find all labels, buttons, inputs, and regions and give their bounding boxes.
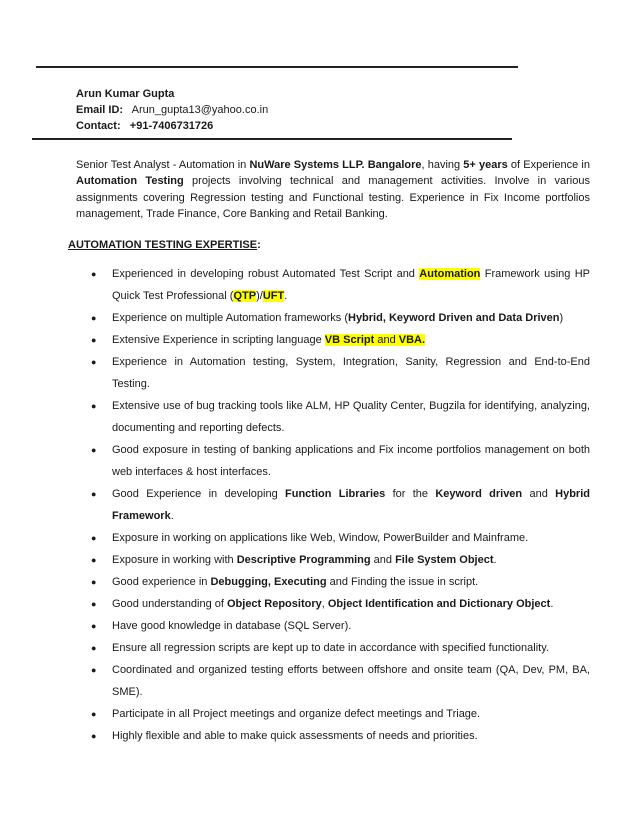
bullet-text: Good exposure in testing of banking applications and Fix income portfolios management on both web interfaces & host interfaces. bbox=[112, 444, 590, 478]
bullet-text: Extensive Experience in scripting language bbox=[112, 334, 325, 346]
contact-row bbox=[76, 118, 268, 134]
profile-summary bbox=[76, 157, 590, 222]
bullet-text: and bbox=[370, 554, 396, 566]
list-item bbox=[91, 439, 590, 483]
list-item bbox=[91, 395, 590, 439]
bullet-text: and bbox=[522, 488, 556, 500]
bullet-text: . bbox=[550, 598, 554, 610]
list-item bbox=[91, 593, 590, 615]
bullet-icon: ● bbox=[91, 357, 97, 367]
bullet-icon: ● bbox=[91, 577, 97, 587]
bold-text: File System Object bbox=[395, 554, 494, 566]
bullet-text: . bbox=[170, 510, 174, 522]
bullet-icon: ● bbox=[91, 599, 97, 609]
bold-text: Hybrid, Keyword Driven and Data Driven bbox=[348, 312, 560, 324]
bullet-icon: ● bbox=[91, 665, 97, 675]
bullet-text: )/ bbox=[256, 290, 263, 302]
bullet-text: Have good knowledge in database (SQL Server). bbox=[112, 620, 352, 632]
bullet-icon: ● bbox=[91, 621, 97, 631]
bullet-text: Good understanding of bbox=[112, 598, 227, 610]
highlight-text: QTP bbox=[233, 290, 257, 302]
section-title-text: AUTOMATION TESTING EXPERTISE bbox=[68, 239, 258, 251]
bullet-icon: ● bbox=[91, 335, 97, 345]
bullet-icon: ● bbox=[91, 401, 97, 411]
highlight-text: VB Script bbox=[324, 334, 375, 346]
bullet-text: ) bbox=[559, 312, 564, 324]
bullet-text: and Finding the issue in script. bbox=[326, 576, 479, 588]
contact-label: Contact: bbox=[76, 120, 121, 132]
list-item bbox=[91, 571, 590, 593]
contact-header bbox=[76, 86, 268, 134]
list-item bbox=[91, 263, 590, 307]
section-title bbox=[68, 239, 261, 251]
bullet-icon: ● bbox=[91, 313, 97, 323]
bullet-text: for the bbox=[385, 488, 436, 500]
bullet-text: Experience on multiple Automation frameworks ( bbox=[112, 312, 348, 324]
email-label: Email ID: bbox=[76, 104, 124, 116]
summary-company: NuWare Systems LLP. Bangalore bbox=[249, 159, 422, 171]
bullet-text: Exposure in working with bbox=[112, 554, 237, 566]
section-title-colon: : bbox=[257, 239, 261, 251]
bullet-icon: ● bbox=[91, 489, 97, 499]
list-item bbox=[91, 307, 590, 329]
bold-text: Descriptive Programming bbox=[236, 554, 371, 566]
bullet-text: Exposure in working on applications like Web, Window, PowerBuilder and Mainframe. bbox=[112, 532, 529, 544]
bullet-icon: ● bbox=[91, 643, 97, 653]
bullet-text: Highly flexible and able to make quick assessments of needs and priorities. bbox=[112, 730, 478, 742]
highlight-text: VBA. bbox=[398, 334, 426, 346]
bold-text: Keyword driven bbox=[435, 488, 523, 500]
email-row bbox=[76, 102, 268, 118]
list-item bbox=[91, 615, 590, 637]
list-item bbox=[91, 527, 590, 549]
list-item bbox=[91, 659, 590, 703]
highlight-text: and bbox=[374, 334, 399, 346]
bullet-text: Ensure all regression scripts are kept up to date in accordance with specified functionality. bbox=[112, 642, 549, 654]
summary-years: 5+ years bbox=[463, 159, 508, 171]
list-item bbox=[91, 483, 590, 527]
summary-text-3: of Experience in bbox=[507, 159, 590, 171]
bullet-icon: ● bbox=[91, 269, 97, 279]
bullet-icon: ● bbox=[91, 731, 97, 741]
bullet-text: Experienced in developing robust Automated Test Script and bbox=[112, 268, 420, 280]
bullet-text: Extensive use of bug tracking tools like ALM, HP Quality Center, Bugzila for identifying, analyzing, documenting and reporting defects. bbox=[112, 400, 590, 434]
highlight-text: Automation bbox=[419, 268, 481, 280]
bullet-text: Participate in all Project meetings and organize defect meetings and Triage. bbox=[112, 708, 481, 720]
bold-text: Debugging, Executing bbox=[210, 576, 327, 588]
bold-text: Object Repository bbox=[226, 598, 322, 610]
bold-text: Hybrid Framework bbox=[112, 488, 590, 522]
bullet-text: . bbox=[284, 290, 288, 302]
bullet-text: . bbox=[493, 554, 497, 566]
summary-skill: Automation Testing bbox=[76, 175, 184, 188]
bullet-text: Experience in Automation testing, System, Integration, Sanity, Regression and End-to-End Testing. bbox=[112, 356, 590, 390]
list-item bbox=[91, 725, 590, 747]
bullet-text: Good Experience in developing bbox=[112, 488, 286, 500]
highlight-text: UFT bbox=[262, 290, 285, 302]
bullet-text: Framework using HP Quick Test Professional ( bbox=[112, 268, 590, 302]
expertise-list bbox=[91, 263, 590, 747]
header-divider bbox=[32, 138, 512, 140]
list-item bbox=[91, 637, 590, 659]
email-value: Arun_gupta13@yahoo.co.in bbox=[131, 104, 269, 116]
contact-value: +91-7406731726 bbox=[129, 120, 214, 132]
summary-text-4: projects involving technical and management activities. Involve in various assignments covering Regression testing and Functional testing. Experience in Fix Income portfolios management, Trade Finance, Core Banking and Retail Banking. bbox=[76, 175, 590, 220]
bullet-icon: ● bbox=[91, 533, 97, 543]
list-item bbox=[91, 351, 590, 395]
bullet-icon: ● bbox=[91, 445, 97, 455]
list-item bbox=[91, 549, 590, 571]
candidate-name: Arun Kumar Gupta bbox=[76, 88, 175, 100]
bold-text: Function Libraries bbox=[285, 488, 386, 500]
bullet-icon: ● bbox=[91, 709, 97, 719]
bullet-text: Coordinated and organized testing efforts between offshore and onsite team (QA, Dev, PM, BA, SME). bbox=[112, 664, 590, 698]
summary-text-2: , having bbox=[421, 159, 464, 171]
summary-text-1: Senior Test Analyst - Automation in bbox=[76, 159, 250, 171]
bullet-text: , bbox=[321, 598, 328, 610]
list-item bbox=[91, 329, 590, 351]
bullet-icon: ● bbox=[91, 555, 97, 565]
bold-text: Object Identification and Dictionary Object bbox=[327, 598, 551, 610]
top-divider bbox=[36, 66, 518, 68]
list-item bbox=[91, 703, 590, 725]
bullet-text: Good experience in bbox=[112, 576, 211, 588]
